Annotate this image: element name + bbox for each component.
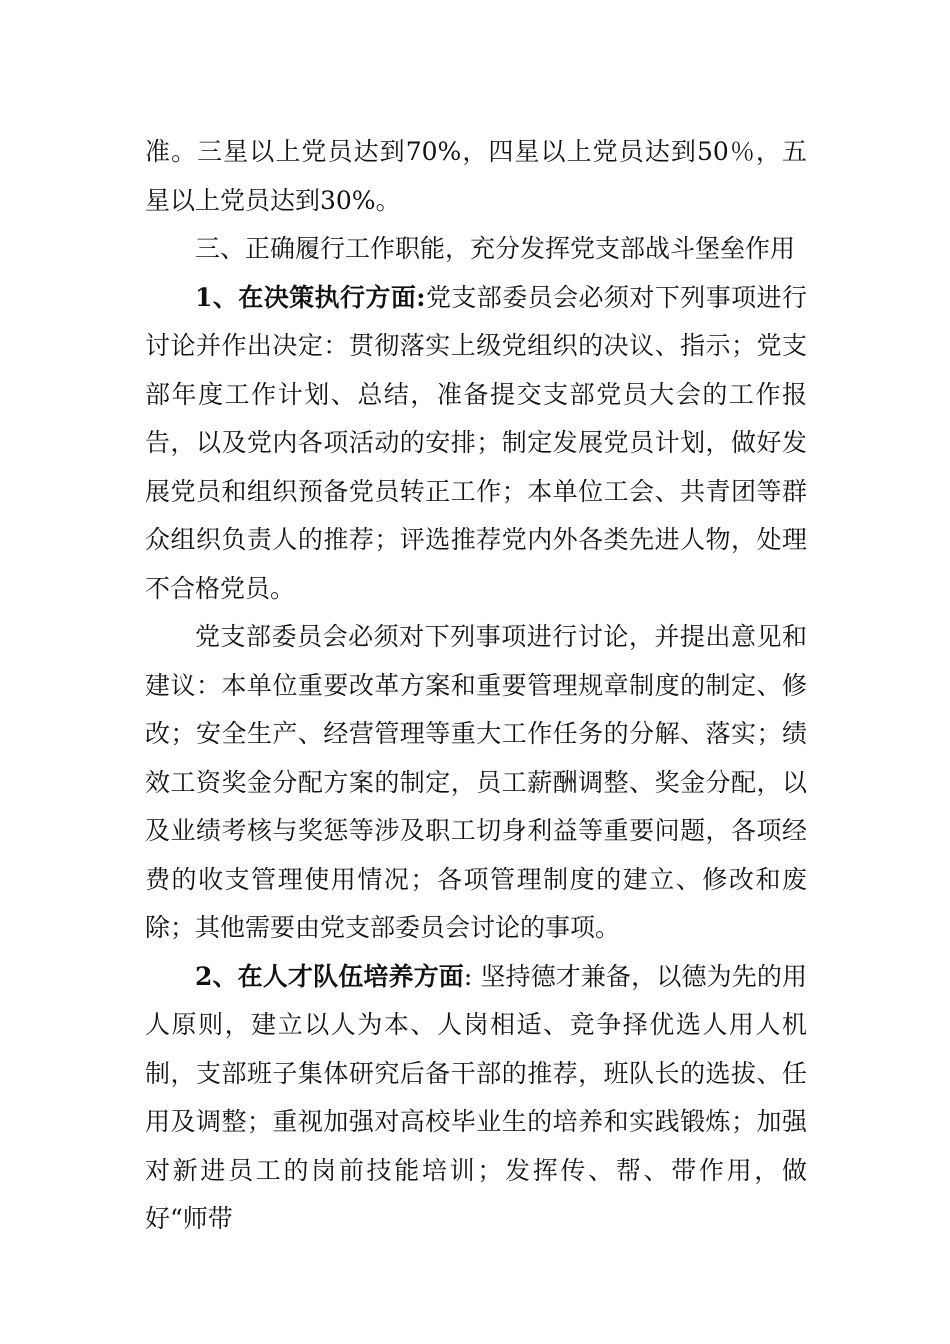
decision-execution-text: 党支部委员会必须对下列事项进行讨论并作出决定：贯彻落实上级党组织的决议、指示；党支部年度工作计划、总结，准备提交支部党员大会的工作报告，以及党内各项活动的安排；制定发展党员计划，做好发展党员和组织预备党员转正工作；本单位工会、共青团等群众组织负责人的推荐；评选推荐党内外各类先进人物，处理不合格党员。 [145,282,807,603]
document-body [145,128,807,1244]
paragraph-decision-execution [145,274,807,614]
paragraph-talent-training [145,953,807,1244]
paragraph-committee-discussion: 党支部委员会必须对下列事项进行讨论，并提出意见和建议：本单位重要改革方案和重要管理规章制度的制定、修改；安全生产、经营管理等重大工作任务的分解、落实；绩效工资奖金分配方案的制定，员工薪酬调整、奖金分配，以及业绩考核与奖惩等涉及职工切身利益等重要问题，各项经费的收支管理使用情况；各项管理制度的建立、修改和废除；其他需要由党支部委员会讨论的事项。 [145,622,807,942]
paragraph-star-ratio: 准。三星以上党员达到70%，四星以上党员达到50％，五星以上党员达到30%。 [145,137,807,215]
subheading-decision-execution: 1、在决策执行方面: [195,282,426,312]
talent-training-text: : 坚持德才兼备，以德为先的用人原则，建立以人为本、人岗相适、竞争择优选人用人机制，支部班子集体研究后备干部的推荐，班队长的选拔、任用及调整；重视加强对高校毕业生的培养和实践锻炼；加强对新进员工的岗前技能培训；发挥传、帮、带作用，做好“师带 [145,961,807,1233]
section-heading-three: 三、正确履行工作职能，充分发挥党支部战斗堡垒作用 [195,234,796,263]
subheading-talent-training: 2、在人才队伍培养方面 [195,961,464,991]
